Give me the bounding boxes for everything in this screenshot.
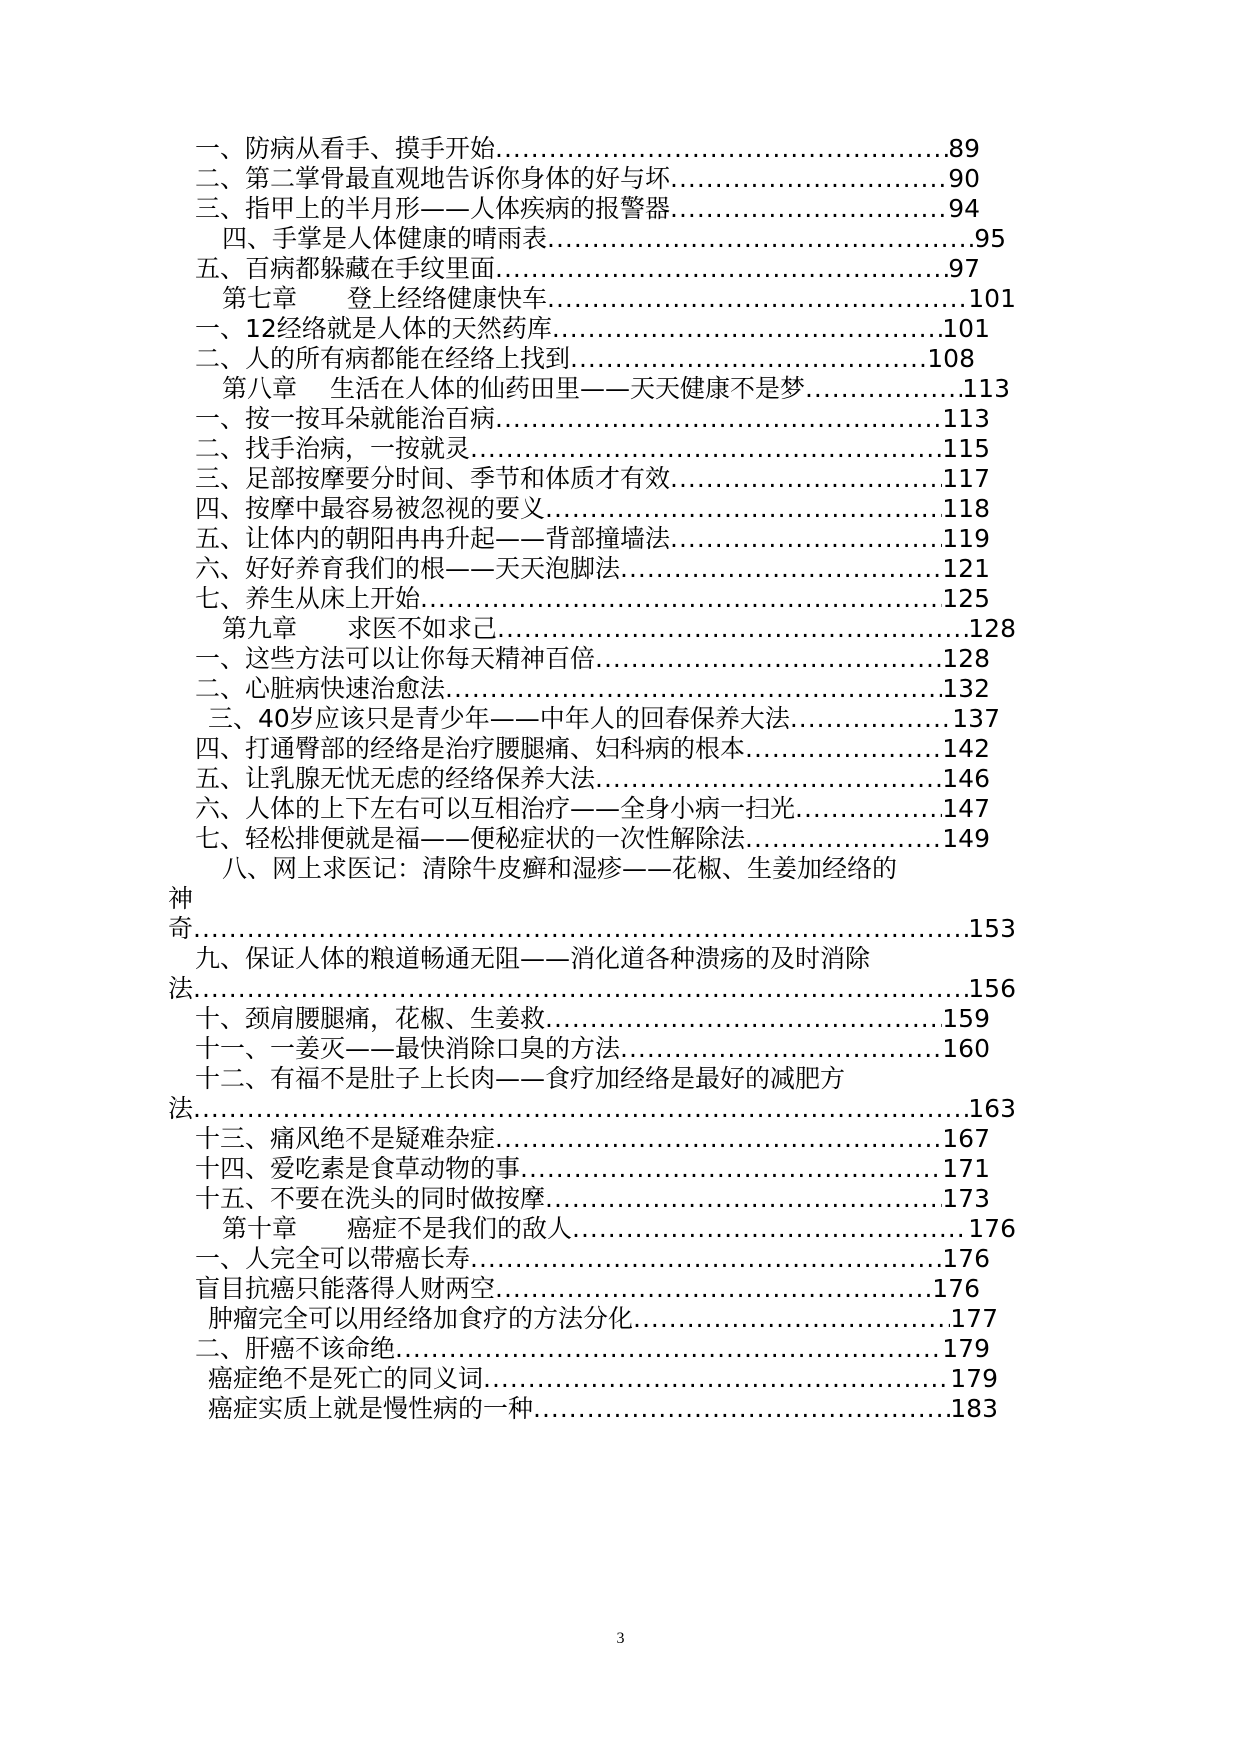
- toc-entry-page: 147: [942, 794, 990, 823]
- dot-leader: [520, 1154, 942, 1184]
- toc-entry[interactable]: [168, 884, 400, 914]
- dot-leader: [790, 704, 952, 734]
- toc-entry-title: 癌症绝不是死亡的同义词: [208, 1364, 484, 1393]
- toc-entry-page: 117: [942, 464, 990, 493]
- toc-entry-page: 167: [942, 1124, 990, 1153]
- dot-leader: [552, 314, 942, 344]
- toc-entry-title: 二、肝癌不该命绝: [195, 1334, 396, 1363]
- toc-entry-title: 十四、爱吃素是食草动物的事: [195, 1154, 521, 1183]
- toc-entry-page: 159: [942, 1004, 990, 1033]
- toc-entry-page: 95: [974, 224, 1006, 253]
- toc-entry[interactable]: [195, 164, 980, 194]
- toc-entry[interactable]: [195, 194, 980, 224]
- toc-entry-page: 97: [948, 254, 980, 283]
- toc-entry-title: 五、让体内的朝阳冉冉升起——背部撞墙法: [195, 524, 671, 553]
- dot-leader: [193, 1094, 968, 1124]
- dot-leader: [795, 794, 942, 824]
- toc-entry[interactable]: [195, 1004, 990, 1034]
- toc-entry-page: 177: [950, 1304, 998, 1333]
- toc-entry-page: 153: [968, 914, 1016, 943]
- toc-entry-title: 一、12经络就是人体的天然药库: [195, 314, 552, 343]
- dot-leader: [595, 764, 942, 794]
- toc-entry[interactable]: [208, 1304, 998, 1334]
- dot-leader: [545, 494, 942, 524]
- dot-leader: [547, 224, 974, 254]
- toc-entry[interactable]: [208, 1394, 998, 1424]
- toc-entry-title: 九、保证人体的粮道畅通无阻——消化道各种溃疡的及时消除: [195, 944, 871, 973]
- toc-entry-title: 一、按一按耳朵就能治百病: [195, 404, 496, 433]
- toc-entry[interactable]: [222, 614, 1016, 644]
- toc-entry-page: 179: [942, 1334, 990, 1363]
- toc-entry-page: 89: [948, 134, 980, 163]
- dot-leader: [595, 644, 942, 674]
- dot-leader: [670, 164, 948, 194]
- toc-entry-page: 121: [942, 554, 990, 583]
- toc-entry-page: 94: [948, 194, 980, 223]
- toc-entry-title: 四、打通臀部的经络是治疗腰腿痛、妇科病的根本: [195, 734, 746, 763]
- toc-entry-title: 法: [168, 1094, 194, 1123]
- dot-leader: [570, 344, 927, 374]
- toc-entry-page: 113: [962, 374, 1010, 403]
- toc-entry-title: 二、心脏病快速治愈法: [195, 674, 446, 703]
- toc-entry-title: 第八章 生活在人体的仙药田里——天天健康不是梦: [222, 374, 805, 403]
- toc-entry[interactable]: [195, 1034, 990, 1064]
- toc-entry-page: 128: [968, 614, 1016, 643]
- toc-entry-title: 三、40岁应该只是青少年——中年人的回春保养大法: [208, 704, 790, 733]
- toc-entry[interactable]: [222, 374, 1010, 404]
- toc-entry-title: 五、让乳腺无忧无虑的经络保养大法: [195, 764, 596, 793]
- dot-leader: [497, 614, 968, 644]
- toc-entry[interactable]: [195, 134, 980, 164]
- toc-entry-page: 176: [942, 1244, 990, 1273]
- toc-entry-title: 五、百病都躲藏在手纹里面: [195, 254, 496, 283]
- toc-entry[interactable]: [195, 464, 990, 494]
- toc-entry[interactable]: [195, 524, 990, 554]
- dot-leader: [670, 194, 948, 224]
- dot-leader: [445, 674, 942, 704]
- toc-entry[interactable]: [195, 584, 990, 614]
- dot-leader: [745, 734, 942, 764]
- toc-entry[interactable]: [195, 944, 1050, 974]
- toc-entry[interactable]: [195, 1124, 990, 1154]
- dot-leader: [805, 374, 962, 404]
- toc-entry[interactable]: [195, 1334, 990, 1364]
- toc-entry[interactable]: [195, 1064, 1050, 1094]
- dot-leader: [495, 404, 942, 434]
- toc-entry[interactable]: [195, 824, 990, 854]
- toc-entry-page: 163: [968, 1094, 1016, 1123]
- toc-entry-page: 125: [942, 584, 990, 613]
- toc-entry-title: 第九章 求医不如求己: [222, 614, 498, 643]
- toc-entry-title: 十五、不要在洗头的同时做按摩: [195, 1184, 546, 1213]
- toc-entry-title: 癌症实质上就是慢性病的一种: [208, 1394, 534, 1423]
- toc-entry-page: 146: [942, 764, 990, 793]
- toc-entry[interactable]: [222, 854, 1050, 884]
- toc-entry[interactable]: [222, 1214, 1016, 1244]
- toc-entry-page: 113: [942, 404, 990, 433]
- toc-entry-title: 二、第二掌骨最直观地告诉你身体的好与坏: [195, 164, 671, 193]
- toc-entry-title: 第七章 登上经络健康快车: [222, 284, 548, 313]
- dot-leader: [420, 584, 942, 614]
- toc-entry-title: 一、人完全可以带癌长寿: [195, 1244, 471, 1273]
- toc-entry-page: 149: [942, 824, 990, 853]
- toc-entry-page: 173: [942, 1184, 990, 1213]
- dot-leader: [670, 464, 942, 494]
- toc-entry[interactable]: [195, 254, 980, 284]
- toc-entry-title: 肿瘤完全可以用经络加食疗的方法分化: [208, 1304, 634, 1333]
- toc-entry-page: 119: [942, 524, 990, 553]
- dot-leader: [193, 914, 968, 944]
- toc-entry[interactable]: [195, 794, 990, 824]
- dot-leader: [470, 1244, 942, 1274]
- toc-entry[interactable]: [195, 674, 990, 704]
- toc-entry-title: 六、好好养育我们的根——天天泡脚法: [195, 554, 621, 583]
- toc-entry-title: 十、颈肩腰腿痛，花椒、生姜救: [195, 1004, 546, 1033]
- toc-entry[interactable]: [208, 704, 1000, 734]
- dot-leader: [193, 974, 968, 1004]
- toc-entry[interactable]: [222, 284, 1016, 314]
- toc-entry[interactable]: [195, 1274, 980, 1304]
- toc-entry-title: 神: [168, 884, 194, 913]
- toc-entry-page: 115: [942, 434, 990, 463]
- toc-entry-page: 176: [932, 1274, 980, 1303]
- toc-entry-page: 90: [948, 164, 980, 193]
- toc-entry-page: 132: [942, 674, 990, 703]
- dot-leader: [620, 1034, 942, 1064]
- toc-entry[interactable]: [195, 554, 990, 584]
- page-number: 3: [616, 1630, 625, 1647]
- toc-entry[interactable]: [208, 1364, 998, 1394]
- toc-entry-page: 183: [950, 1394, 998, 1423]
- toc-entry-title: 一、这些方法可以让你每天精神百倍: [195, 644, 596, 673]
- toc-entry[interactable]: [195, 764, 990, 794]
- dot-leader: [495, 134, 948, 164]
- dot-leader: [572, 1214, 968, 1244]
- toc-entry[interactable]: [168, 914, 1016, 944]
- toc-entry-title: 第十章 癌症不是我们的敌人: [222, 1214, 573, 1243]
- toc-entry-title: 三、指甲上的半月形——人体疾病的报警器: [195, 194, 671, 223]
- toc-entry-title: 法: [168, 974, 194, 1003]
- toc-entry-title: 奇: [168, 914, 194, 943]
- toc-entry[interactable]: [195, 1154, 990, 1184]
- dot-leader: [545, 1004, 942, 1034]
- toc-entry-page: 137: [952, 704, 1000, 733]
- toc-entry-page: 179: [950, 1364, 998, 1393]
- toc-entry-title: 十一、一姜灭——最快消除口臭的方法: [195, 1034, 621, 1063]
- dot-leader: [495, 1274, 932, 1304]
- toc-entry-page: 160: [942, 1034, 990, 1063]
- toc-entry-title: 八、网上求医记：清除牛皮癣和湿疹——花椒、生姜加经络的: [222, 854, 898, 883]
- toc-entry-page: 108: [927, 344, 975, 373]
- toc-entry[interactable]: [168, 974, 1016, 1004]
- toc-entry-title: 十三、痛风绝不是疑难杂症: [195, 1124, 496, 1153]
- toc-entry-title: 七、养生从床上开始: [195, 584, 421, 613]
- toc-entry-title: 盲目抗癌只能落得人财两空: [195, 1274, 496, 1303]
- dot-leader: [495, 1124, 942, 1154]
- toc-entry[interactable]: [195, 1184, 990, 1214]
- toc-entry-page: 101: [942, 314, 990, 343]
- dot-leader: [633, 1304, 950, 1334]
- toc-entry[interactable]: [168, 1094, 1016, 1124]
- toc-entry-title: 七、轻松排便就是福——便秘症状的一次性解除法: [195, 824, 746, 853]
- dot-leader: [745, 824, 942, 854]
- toc-entry-page: 101: [968, 284, 1016, 313]
- toc-entry[interactable]: [195, 314, 990, 344]
- dot-leader: [620, 554, 942, 584]
- dot-leader: [670, 524, 942, 554]
- toc-entry-title: 一、防病从看手、摸手开始: [195, 134, 496, 163]
- toc-entry-title: 三、足部按摩要分时间、季节和体质才有效: [195, 464, 671, 493]
- toc-entry[interactable]: [195, 494, 990, 524]
- toc-entry-page: 176: [968, 1214, 1016, 1243]
- toc-entry-page: 142: [942, 734, 990, 763]
- toc-entry-title: 四、按摩中最容易被忽视的要义: [195, 494, 546, 523]
- toc-entry-title: 十二、有福不是肚子上长肉——食疗加经络是最好的减肥方: [195, 1064, 846, 1093]
- toc-entry-title: 二、找手治病，一按就灵: [195, 434, 471, 463]
- toc-entry-page: 156: [968, 974, 1016, 1003]
- toc-entry[interactable]: [195, 734, 990, 764]
- toc-entry[interactable]: [195, 1244, 990, 1274]
- toc-entry-title: 六、人体的上下左右可以互相治疗——全身小病一扫光: [195, 794, 796, 823]
- toc-entry-page: 171: [942, 1154, 990, 1183]
- toc-entry[interactable]: [222, 224, 1006, 254]
- toc-entry[interactable]: [195, 644, 990, 674]
- toc-entry-page: 118: [942, 494, 990, 523]
- toc-entry[interactable]: [195, 404, 990, 434]
- dot-leader: [547, 284, 968, 314]
- toc-entry[interactable]: [195, 344, 975, 374]
- dot-leader: [533, 1394, 950, 1424]
- dot-leader: [395, 1334, 942, 1364]
- dot-leader: [545, 1184, 942, 1214]
- dot-leader: [483, 1364, 950, 1394]
- toc-entry-title: 四、手掌是人体健康的晴雨表: [222, 224, 548, 253]
- toc-entry-title: 二、人的所有病都能在经络上找到: [195, 344, 571, 373]
- dot-leader: [495, 254, 948, 284]
- dot-leader: [470, 434, 942, 464]
- toc-entry[interactable]: [195, 434, 990, 464]
- toc-entry-page: 128: [942, 644, 990, 673]
